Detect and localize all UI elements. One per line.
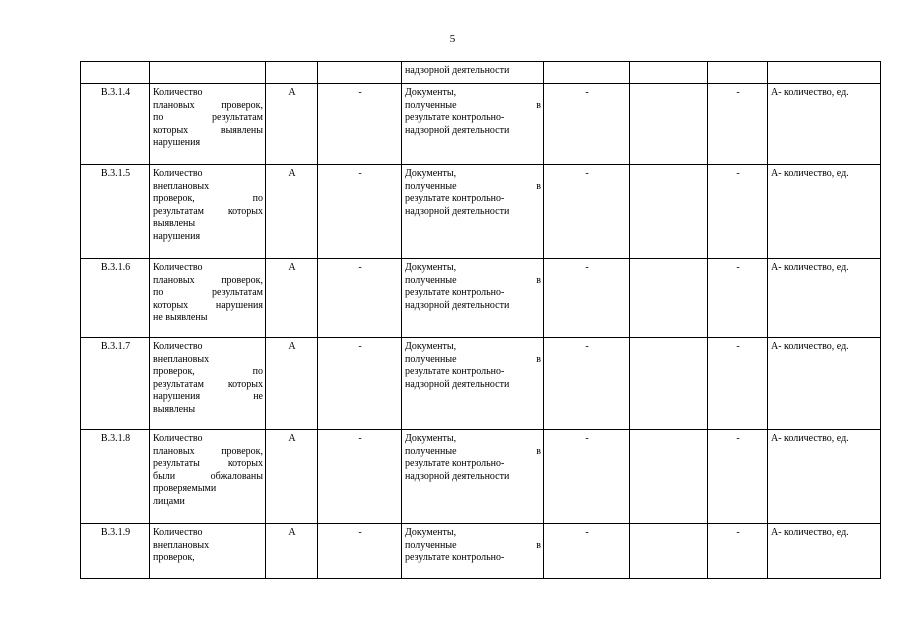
source-line: Документы, — [405, 527, 457, 538]
cell-col6 — [544, 62, 630, 84]
cell-col8: - — [708, 84, 768, 165]
cell-col7 — [630, 259, 708, 338]
cell-type — [266, 62, 318, 84]
name-line: Количество — [153, 87, 203, 98]
cell-name — [150, 259, 266, 338]
cell-col4: - — [318, 430, 402, 524]
source-line: надзорной деятельности — [405, 124, 510, 136]
source-line: полученные в — [405, 539, 541, 551]
cell-source — [402, 84, 544, 165]
cell-source — [402, 62, 544, 84]
name-line: которых нарушения — [153, 299, 263, 311]
source-line: надзорной деятельности — [405, 205, 510, 217]
table-row — [81, 430, 881, 524]
page-number: 5 — [449, 33, 456, 45]
source-line: Документы, — [405, 168, 457, 179]
cell-col7 — [630, 524, 708, 579]
cell-code: В.3.1.4 — [81, 84, 150, 165]
name-line: результатам которых — [153, 205, 263, 217]
name-line: нарушения — [153, 230, 201, 242]
cell-code: В.3.1.5 — [81, 165, 150, 259]
cell-name — [150, 84, 266, 165]
source-line: Документы, — [405, 262, 457, 273]
cell-col7 — [630, 62, 708, 84]
source-line: Документы, — [405, 433, 457, 444]
name-line: внеплановых — [153, 180, 210, 192]
cell-code: В.3.1.6 — [81, 259, 150, 338]
cell-source — [402, 524, 544, 579]
table-row — [81, 524, 881, 579]
cell-col8: - — [708, 259, 768, 338]
name-line: были обжалованы — [153, 470, 263, 482]
cell-unit: А- количество, ед. — [768, 430, 881, 524]
cell-unit: А- количество, ед. — [768, 338, 881, 430]
cell-unit: А- количество, ед. — [768, 165, 881, 259]
cell-type: А — [266, 524, 318, 579]
name-line: выявлены — [153, 218, 196, 229]
table-row — [81, 338, 881, 430]
cell-unit: А- количество, ед. — [768, 524, 881, 579]
cell-source — [402, 338, 544, 430]
name-line: Количество — [153, 168, 203, 179]
name-line: проверок, по — [153, 193, 263, 204]
cell-name — [150, 430, 266, 524]
cell-code: В.3.1.7 — [81, 338, 150, 430]
source-line: полученные в — [405, 353, 541, 365]
name-line: нарушения — [153, 137, 201, 148]
source-line: результате контрольно- — [405, 193, 505, 204]
cell-type: А — [266, 84, 318, 165]
cell-col4: - — [318, 259, 402, 338]
cell-col7 — [630, 84, 708, 165]
cell-source — [402, 259, 544, 338]
cell-name — [150, 524, 266, 579]
cell-col6: - — [544, 84, 630, 165]
cell-col6: - — [544, 430, 630, 524]
source-line: надзорной деятельности — [405, 65, 510, 76]
name-line: проверяемыми — [153, 483, 217, 494]
cell-col8 — [708, 62, 768, 84]
cell-type: А — [266, 165, 318, 259]
name-line: внеплановых — [153, 539, 210, 551]
name-line: нарушения не — [153, 391, 263, 402]
table-row — [81, 165, 881, 259]
cell-name — [150, 338, 266, 430]
source-line: полученные в — [405, 180, 541, 192]
name-line: Количество — [153, 433, 203, 444]
cell-col7 — [630, 430, 708, 524]
name-line: по результатам — [153, 112, 263, 123]
cell-source — [402, 430, 544, 524]
cell-col7 — [630, 338, 708, 430]
source-line: результате контрольно- — [405, 287, 505, 298]
cell-col6: - — [544, 165, 630, 259]
cell-col4 — [318, 62, 402, 84]
name-line: Количество — [153, 527, 203, 538]
cell-source — [402, 165, 544, 259]
source-line: результате контрольно- — [405, 458, 505, 469]
name-line: не выявлены — [153, 312, 208, 323]
source-line: Документы, — [405, 341, 457, 352]
cell-col8: - — [708, 165, 768, 259]
cell-col8: - — [708, 430, 768, 524]
cell-code — [81, 62, 150, 84]
cell-col6: - — [544, 259, 630, 338]
cell-col6: - — [544, 338, 630, 430]
source-line: результате контрольно- — [405, 112, 505, 123]
source-line: надзорной деятельности — [405, 378, 510, 390]
source-line: результате контрольно- — [405, 552, 505, 563]
name-line: плановых проверок, — [153, 99, 263, 111]
cell-name — [150, 165, 266, 259]
name-line: Количество — [153, 262, 203, 273]
cell-unit: А- количество, ед. — [768, 259, 881, 338]
source-line: результате контрольно- — [405, 366, 505, 377]
name-line: выявлены — [153, 403, 196, 415]
cell-code: В.3.1.8 — [81, 430, 150, 524]
name-line: Количество — [153, 341, 203, 352]
source-line: надзорной деятельности — [405, 470, 510, 482]
cell-col4: - — [318, 524, 402, 579]
name-line: результатам которых — [153, 378, 263, 390]
cell-col8: - — [708, 524, 768, 579]
cell-type: А — [266, 338, 318, 430]
indicator-table — [80, 61, 881, 579]
source-line: Документы, — [405, 87, 457, 98]
cell-unit: А- количество, ед. — [768, 84, 881, 165]
name-line: проверок, по — [153, 366, 263, 377]
name-line: по результатам — [153, 287, 263, 298]
name-line: результаты которых — [153, 458, 263, 469]
cell-col8: - — [708, 338, 768, 430]
table-row-continuation — [81, 62, 881, 84]
cell-unit — [768, 62, 881, 84]
name-line: проверок, — [153, 552, 195, 563]
name-line: которых выявлены — [153, 124, 263, 136]
cell-col6: - — [544, 524, 630, 579]
cell-col4: - — [318, 165, 402, 259]
source-line: полученные в — [405, 274, 541, 286]
source-line: полученные в — [405, 99, 541, 111]
cell-type: А — [266, 430, 318, 524]
source-line: полученные в — [405, 445, 541, 457]
cell-col4: - — [318, 338, 402, 430]
table-row — [81, 84, 881, 165]
cell-type: А — [266, 259, 318, 338]
source-line: надзорной деятельности — [405, 299, 510, 311]
name-line: плановых проверок, — [153, 274, 263, 286]
name-line: лицами — [153, 495, 185, 507]
cell-col4: - — [318, 84, 402, 165]
name-line: плановых проверок, — [153, 445, 263, 457]
cell-code: В.3.1.9 — [81, 524, 150, 579]
name-line: внеплановых — [153, 353, 210, 365]
cell-name — [150, 62, 266, 84]
cell-col7 — [630, 165, 708, 259]
table-row — [81, 259, 881, 338]
